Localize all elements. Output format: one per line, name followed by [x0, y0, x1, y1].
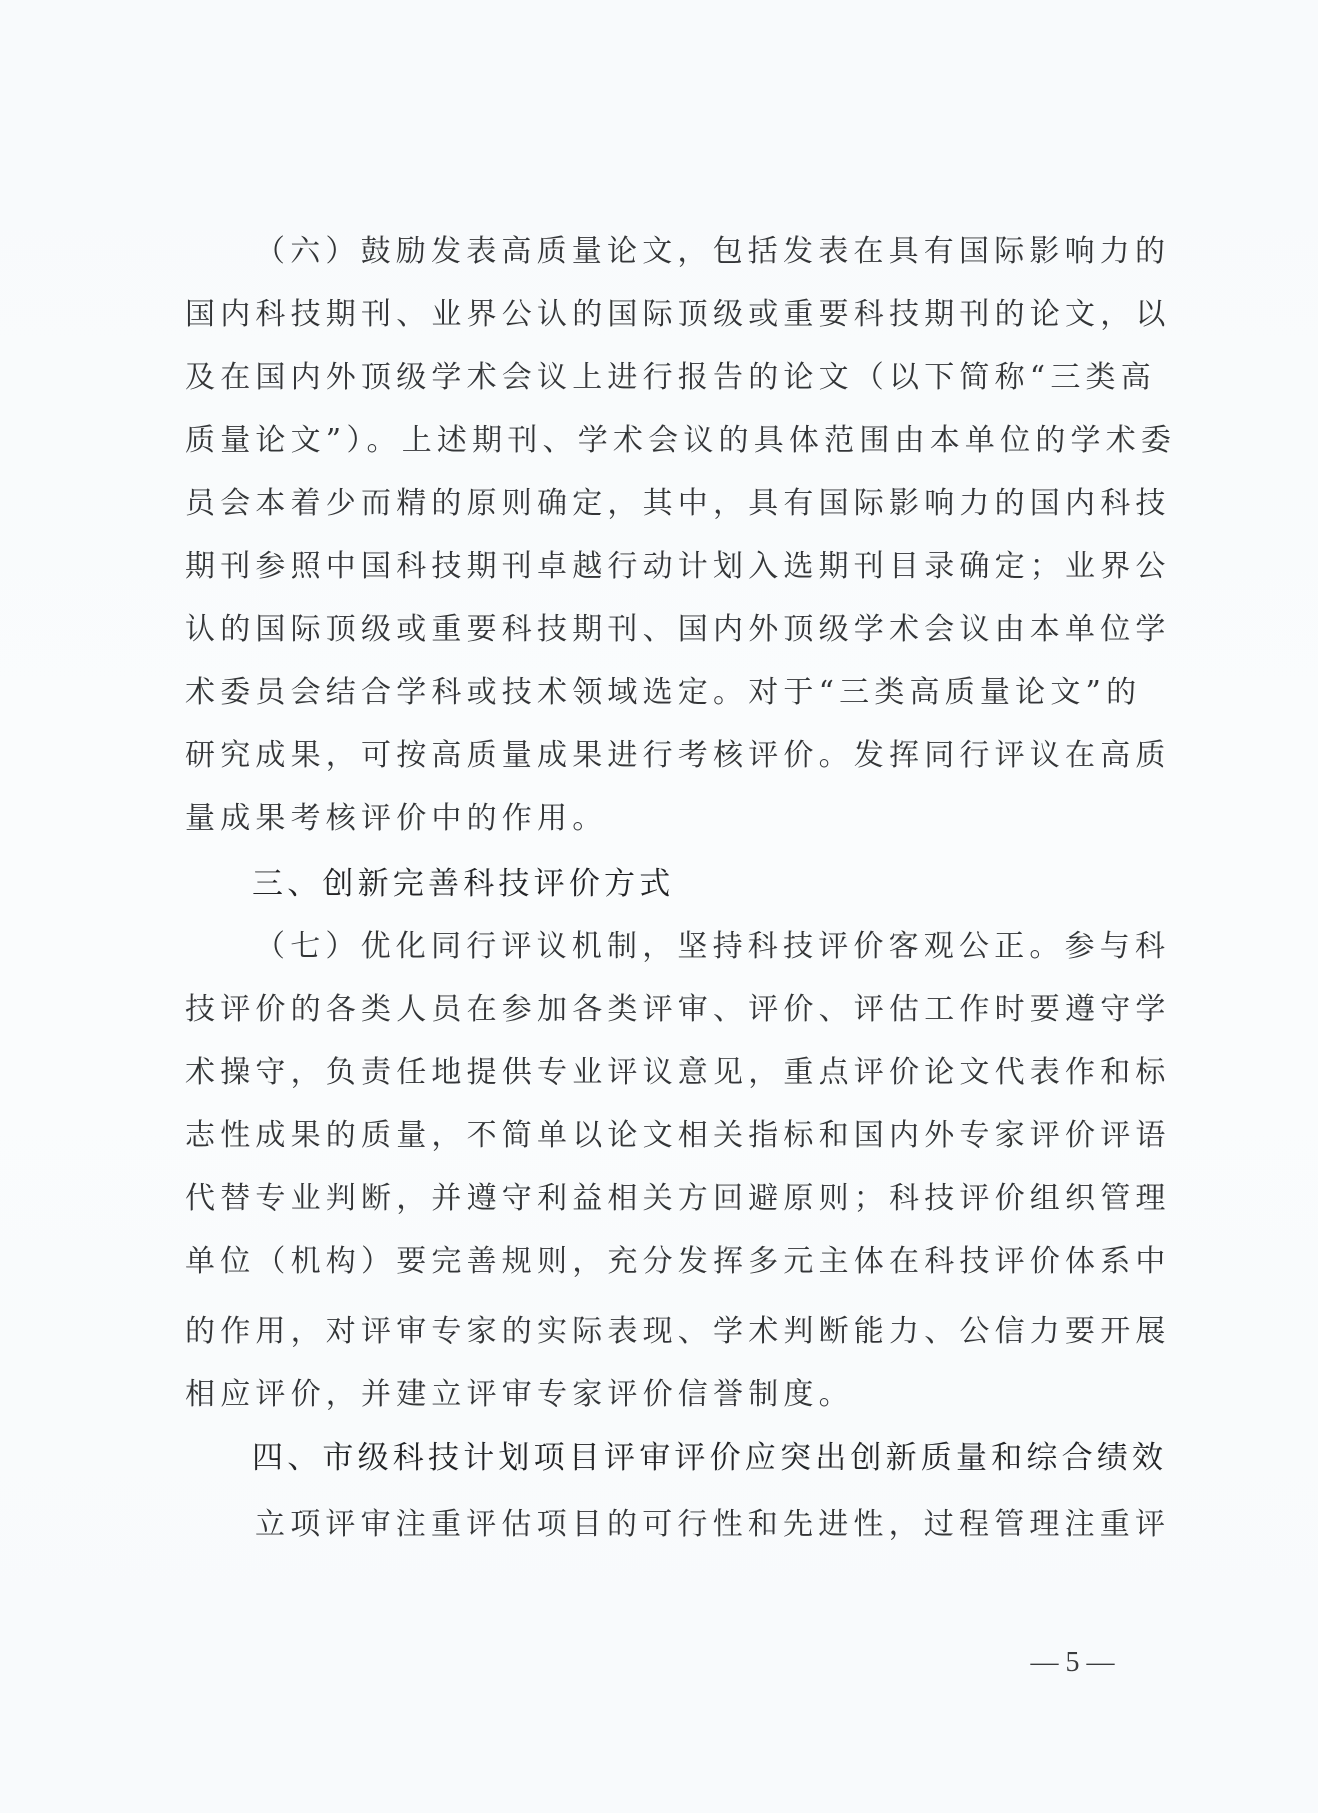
- paragraph-6-line-5: 员会本着少而精的原则确定，其中，具有国际影响力的国内科技: [185, 486, 1171, 521]
- page-number: — 5 —: [1030, 1647, 1115, 1678]
- paragraph-6-line-9: 研究成果，可按高质量成果进行考核评价。发挥同行评议在高质: [185, 738, 1171, 773]
- paragraph-7-line-8: 相应评价，并建立评审专家评价信誉制度。: [185, 1377, 854, 1412]
- paragraph-7-line-4: 志性成果的质量，不简单以论文相关指标和国内外专家评价评语: [185, 1118, 1171, 1153]
- paragraph-8-line-1: 立项评审注重评估项目的可行性和先进性，过程管理注重评: [255, 1507, 1171, 1542]
- paragraph-6-line-10: 量成果考核评价中的作用。: [185, 801, 608, 836]
- paragraph-6-line-7: 认的国际顶级或重要科技期刊、国内外顶级学术会议由本单位学: [185, 612, 1171, 647]
- section-4-heading: 四、市级科技计划项目评审评价应突出创新质量和综合绩效: [252, 1440, 1168, 1476]
- paragraph-7-line-7: 的作用，对评审专家的实际表现、学术判断能力、公信力要开展: [185, 1314, 1171, 1349]
- paragraph-7-line-1: （七）优化同行评议机制，坚持科技评价客观公正。参与科: [255, 929, 1171, 964]
- paragraph-6-line-6: 期刊参照中国科技期刊卓越行动计划入选期刊目录确定；业界公: [185, 549, 1171, 584]
- paragraph-6-line-4: 质量论文”）。上述期刊、学术会议的具体范围由本单位的学术委: [185, 423, 1177, 458]
- paragraph-6-line-3: 及在国内外顶级学术会议上进行报告的论文（以下简称“三类高: [185, 360, 1156, 395]
- paragraph-7-line-2: 技评价的各类人员在参加各类评审、评价、评估工作时要遵守学: [185, 992, 1171, 1027]
- section-3-heading: 三、创新完善科技评价方式: [252, 866, 675, 902]
- paragraph-6-line-1: （六）鼓励发表高质量论文，包括发表在具有国际影响力的: [255, 234, 1171, 269]
- paragraph-7-line-6: 单位（机构）要完善规则，充分发挥多元主体在科技评价体系中: [185, 1244, 1171, 1279]
- paragraph-7-line-3: 术操守，负责任地提供专业评议意见，重点评价论文代表作和标: [185, 1055, 1171, 1090]
- paragraph-6-line-2: 国内科技期刊、业界公认的国际顶级或重要科技期刊的论文，以: [185, 297, 1171, 332]
- paragraph-6-line-8: 术委员会结合学科或技术领域选定。对于“三类高质量论文”的: [185, 675, 1142, 710]
- paragraph-7-line-5: 代替专业判断，并遵守利益相关方回避原则；科技评价组织管理: [185, 1181, 1171, 1216]
